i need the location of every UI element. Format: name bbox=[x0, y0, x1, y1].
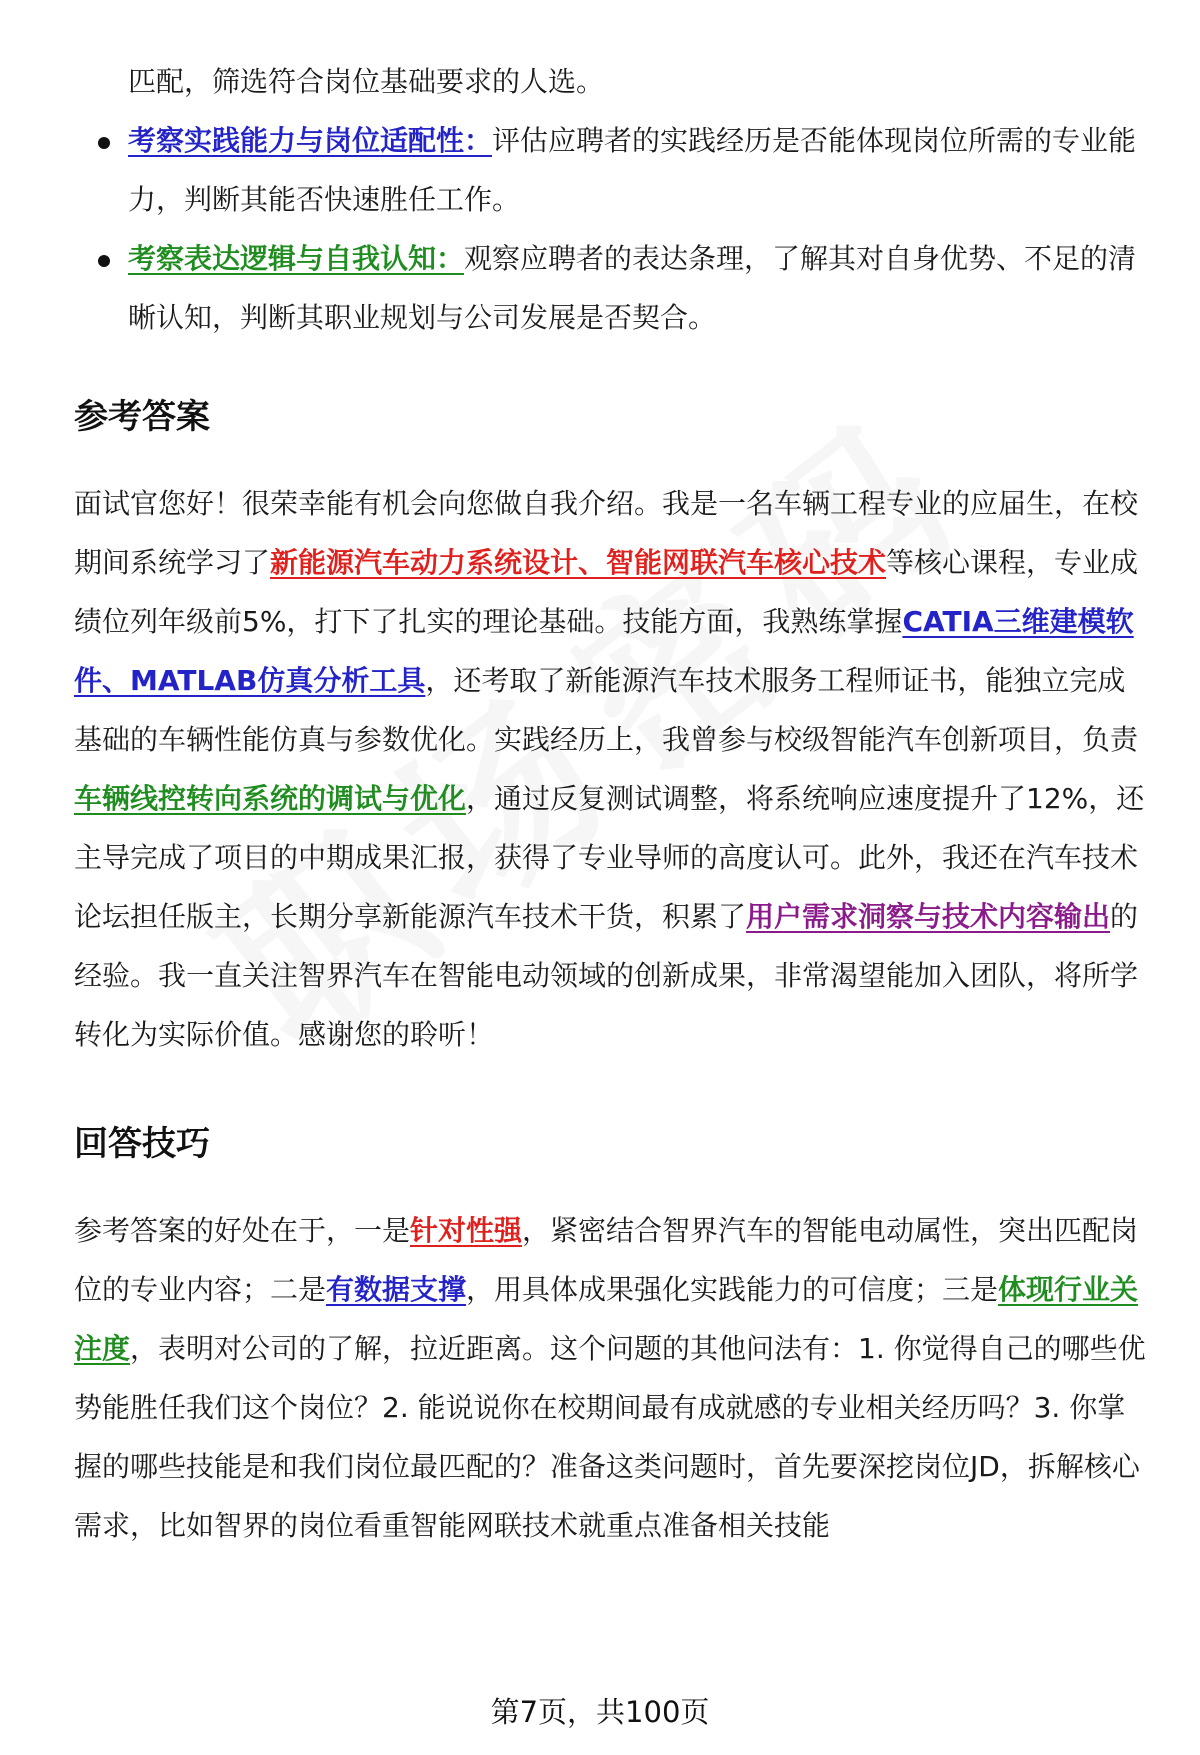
tips-highlight-industry: 体现行业关注度 bbox=[74, 1273, 1139, 1365]
answer-text-1: 面试官您好！很荣幸能有机会向您做自我介绍。我是一名车辆工程专业的应届生，在校期间系统学习了 bbox=[74, 487, 1139, 579]
bullet-label-practice: 考察实践能力与岗位适配性： bbox=[128, 124, 493, 157]
tips-highlight-targeted: 针对性强 bbox=[410, 1214, 523, 1247]
bullet-text-practice: 评估应聘者的实践经历是否能体现岗位所需的专业能力，判断其能否快速胜任工作。 bbox=[128, 124, 1137, 216]
answer-text-2: 等核心课程，专业成绩位列年级前5%，打下了扎实的理论基础。技能方面，我熟练掌握 bbox=[74, 546, 1139, 638]
answer-highlight-project: 车辆线控转向系统的调试与优化 bbox=[74, 782, 467, 815]
answer-highlight-tools: CATIA三维建模软件、MATLAB仿真分析工具 bbox=[74, 605, 1134, 697]
intro-bullet-list bbox=[74, 52, 1149, 347]
bullet-item-expression bbox=[74, 229, 1149, 347]
answer-highlight-courses: 新能源汽车动力系统设计、智能网联汽车核心技术 bbox=[270, 546, 887, 579]
tips-text-1: 参考答案的好处在于，一是 bbox=[74, 1214, 411, 1247]
answer-text-4: ，通过反复测试调整，将系统响应速度提升了12%，还主导完成了项目的中期成果汇报，获得了专业导师的高度认可。此外，我还在汽车技术论坛担任版主，长期分享新能源汽车技术干货，积累了 bbox=[74, 782, 1145, 933]
intro-continuation-line bbox=[74, 52, 1149, 111]
answer-text-5: 的经验。我一直关注智界汽车在智能电动领域的创新成果，非常渴望能加入团队，将所学转化为实际价值。感谢您的聆听！ bbox=[74, 900, 1139, 1051]
answer-heading: 参考答案 bbox=[74, 397, 210, 437]
tips-highlight-data: 有数据支撑 bbox=[326, 1273, 467, 1306]
answer-paragraph bbox=[74, 474, 1149, 1064]
tips-paragraph bbox=[74, 1201, 1149, 1555]
tips-text-2: ，紧密结合智界汽车的智能电动属性，突出匹配岗位的专业内容；二是 bbox=[74, 1214, 1139, 1306]
bullet-item-practice bbox=[74, 111, 1149, 229]
tips-text-4: ，表明对公司的了解，拉近距离。这个问题的其他问法有：1. 你觉得自己的哪些优势能胜任我们这个岗位？2. 能说说你在校期间最有成就感的专业相关经历吗？3. 你掌握的哪些技能是和我们岗位最匹配的？准备这类问题时，首先要深挖岗位JD，拆解核心需求，比如智界的岗位看重智能网联技术就重点准备相关技能 bbox=[74, 1332, 1146, 1542]
answer-highlight-experience: 用户需求洞察与技术内容输出 bbox=[746, 900, 1111, 933]
bullet-label-expression: 考察表达逻辑与自我认知： bbox=[128, 242, 465, 275]
bullet-dot-icon bbox=[98, 255, 110, 267]
answer-text-3: ，还考取了新能源汽车技术服务工程师证书，能独立完成基础的车辆性能仿真与参数优化。实践经历上，我曾参与校级智能汽车创新项目，负责 bbox=[74, 664, 1139, 756]
page-number-footer: 第7页，共100页 bbox=[490, 1695, 710, 1729]
bullet-dot-icon bbox=[98, 137, 110, 149]
tips-text-3: ，用具体成果强化实践能力的可信度；三是 bbox=[466, 1273, 999, 1306]
tips-heading: 回答技巧 bbox=[74, 1124, 210, 1164]
bullet-text-expression: 观察应聘者的表达条理，了解其对自身优势、不足的清晰认知，判断其职业规划与公司发展是否契合。 bbox=[128, 242, 1137, 334]
page-content bbox=[74, 52, 1149, 1555]
continuation-text: 匹配，筛选符合岗位基础要求的人选。 bbox=[128, 65, 605, 98]
